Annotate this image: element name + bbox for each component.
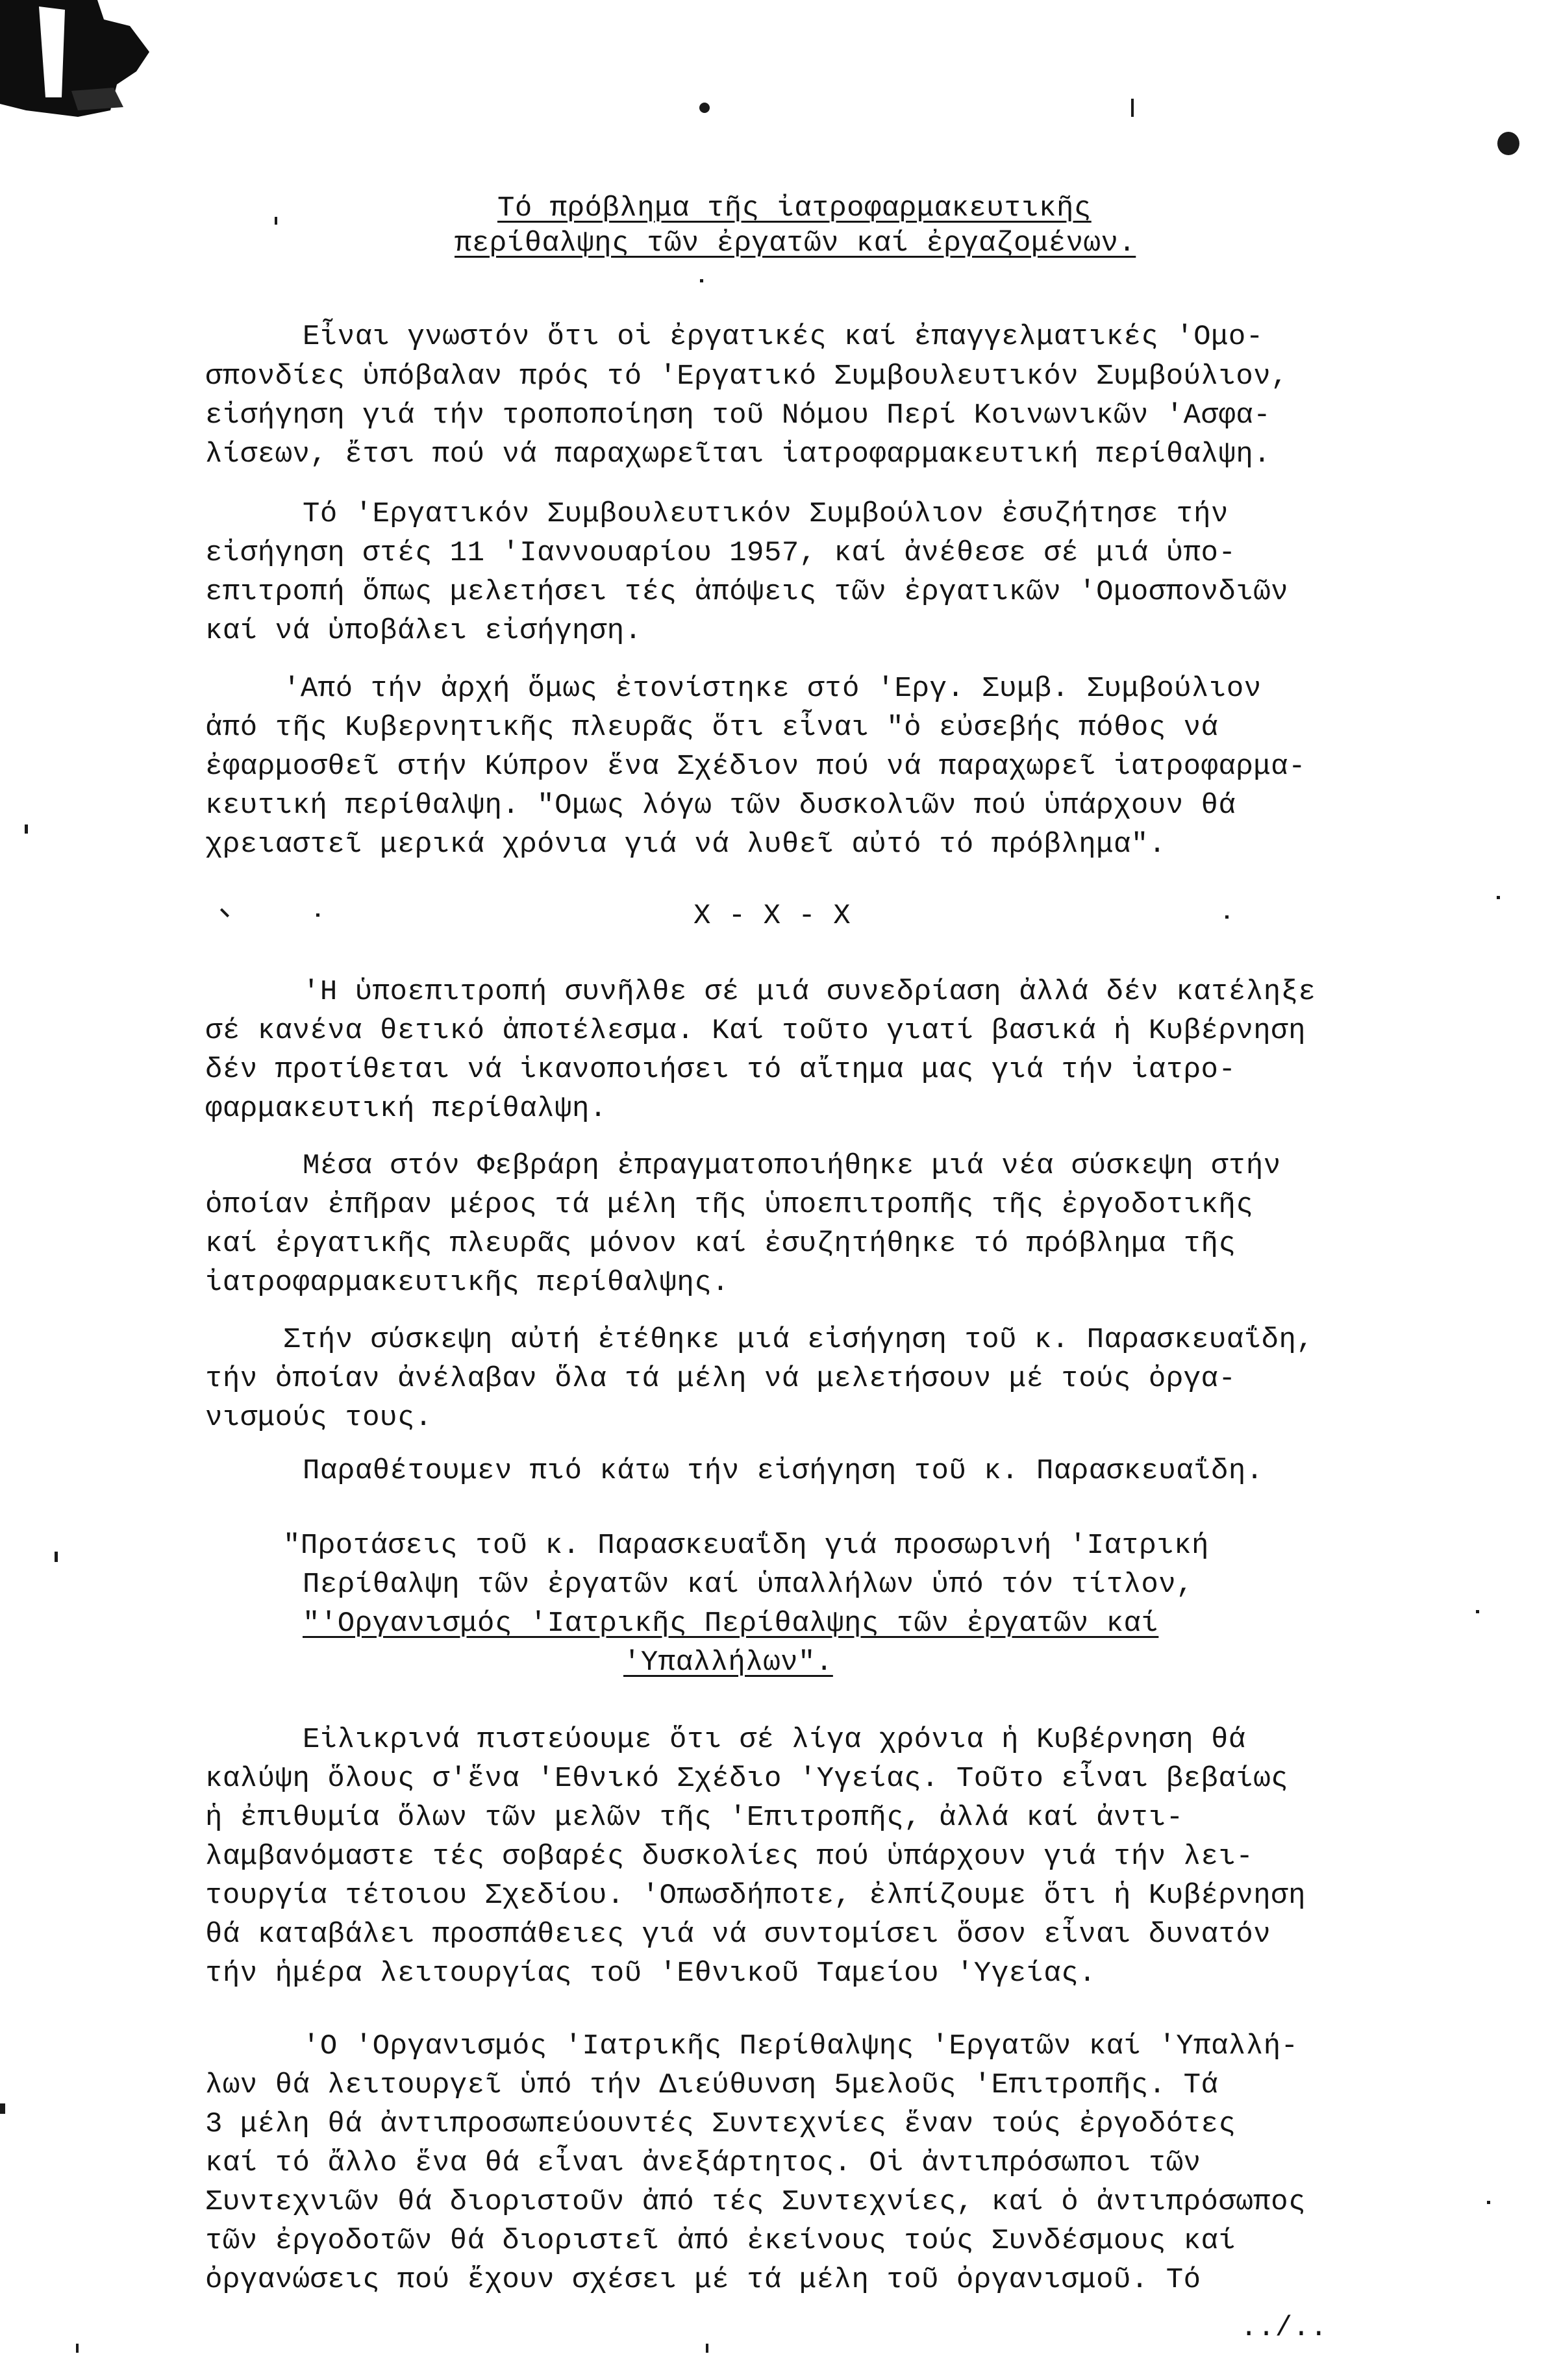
paragraph-2-line-2: εἰσήγηση στές 11 'Ιαννουαρίου 1957, καί ἀνέθεσε σέ μιά ὑπο- [205,537,1236,569]
quote-heading-line-2: Περίθαλψη τῶν ἐργατῶν καί ὑπαλλήλων ὑπό τόν τίτλον, [303,1568,1194,1601]
paragraph-4-line-2: σέ κανένα θετικό ἀποτέλεσμα. Καί τοῦτο γιατί βασικά ἡ Κυβέρνηση [205,1015,1306,1047]
paragraph-9-line-5: Συντεχνιῶν θά διοριστοῦν ἀπό τές Συντεχνίες, καί ὁ ἀντιπρόσωπος [205,2186,1306,2218]
paragraph-1-line-2: σπονδίες ὑπόβαλαν πρός τό 'Εργατικό Συμβουλευτικόν Συμβούλιον, [205,360,1289,393]
paragraph-5-line-4: ἰατροφαρμακευτικῆς περίθαλψης. [205,1267,730,1299]
paragraph-5-line-3: καί ἐργατικῆς πλευρᾶς μόνον καί ἐσυζητήθηκε τό πρόβλημα τῆς [205,1228,1236,1260]
paragraph-1-line-1: Εἶναι γνωστόν ὅτι οἱ ἐργατικές καί ἐπαγγελματικές 'Ομο- [303,321,1264,353]
paragraph-9-line-3: 3 μέλη θά ἀντιπροσωπεύουντές Συντεχνίες ἕναν τούς ἐργοδότες [205,2108,1236,2140]
paragraph-3-line-5: χρειαστεῖ μερικά χρόνια γιά νά λυθεῖ αὐτό τό πρόβλημα". [205,828,1166,861]
paragraph-9-line-6: τῶν ἐργοδοτῶν θά διοριστεῖ ἀπό ἐκείνους τούς Συνδέσμους καί [205,2225,1236,2257]
paragraph-6-line-2: τήν ὁποίαν ἀνέλαβαν ὅλα τά μέλη νά μελετήσουν μέ τούς ὀργα- [205,1363,1236,1395]
paragraph-2-line-3: επιτροπή ὅπως μελετήσει τές ἀπόψεις τῶν ἐργατικῶν 'Ομοσπονδιῶν [205,576,1289,608]
paragraph-9-line-2: λων θά λειτουργεῖ ὑπό τήν Διεύθυνση 5μελοῦς 'Επιτροπῆς. Τά [205,2069,1219,2101]
section-separator: X - X - X [693,900,851,932]
paragraph-2-line-1: Τό 'Εργατικόν Συμβουλευτικόν Συμβούλιον ἐσυζήτησε τήν [303,498,1229,530]
paragraph-3-line-3: ἐφαρμοσθεῖ στήν Κύπρον ἕνα Σχέδιον πού νά παραχωρεῖ ἰατροφαρμα- [205,750,1306,783]
quote-heading-line-3: "'Οργανισμός 'Ιατρικῆς Περίθαλψης τῶν ἐργατῶν καί [303,1607,1159,1640]
paragraph-8-line-5: τουργία τέτοιου Σχεδίου. 'Οπωσδήποτε, ἐλπίζουμε ὅτι ἡ Κυβέρνηση [205,1879,1306,1912]
paragraph-8-line-2: καλύψη ὅλους σ'ἕνα 'Εθνικό Σχέδιο 'Υγείας. Τοῦτο εἶναι βεβαίως [205,1763,1289,1795]
paragraph-8-line-6: θά καταβάλει προσπάθειες γιά νά συντομίσει ὅσον εἶναι δυνατόν [205,1918,1271,1951]
paragraph-1-line-4: λίσεων, ἔτσι πού νά παραχωρεῖται ἰατροφαρμακευτική περίθαλψη. [205,438,1271,471]
quote-heading-line-4: 'Υπαλλήλων". [623,1646,833,1679]
paragraph-9-line-4: καί τό ἄλλο ἕνα θά εἶναι ἀνεξάρτητος. Οἱ ἀντιπρόσωποι τῶν [205,2147,1201,2179]
document-title-line-2: περίθαλψης τῶν ἐργατῶν καί ἐργαζομένων. [455,227,1136,260]
paragraph-3-line-2: ἀπό τῆς Κυβερνητικῆς πλευρᾶς ὅτι εἶναι "ὁ εὐσεβής πόθος νά [205,712,1219,744]
paragraph-3-line-4: κευτική περίθαλψη. "Ομως λόγω τῶν δυσκολιῶν πού ὑπάρχουν θά [205,789,1236,822]
paragraph-5-line-2: ὁποίαν ἐπῆραν μέρος τά μέλη τῆς ὑποεπιτροπῆς τῆς ἐργοδοτικῆς [205,1189,1254,1221]
paragraph-9-line-7: ὀργανώσεις πού ἔχουν σχέσει μέ τά μέλη τοῦ ὀργανισμοῦ. Τό [205,2264,1201,2296]
paragraph-8-line-7: τήν ἡμέρα λειτουργίας τοῦ 'Εθνικοῦ Ταμείου 'Υγείας. [205,1957,1097,1990]
page-continuation-marker: ../.. [1240,2312,1328,2344]
paragraph-5-line-1: Μέσα στόν Φεβράρη ἐπραγματοποιήθηκε μιά νέα σύσκεψη στήν [303,1150,1281,1182]
paragraph-8-line-4: λαμβανόμαστε τές σοβαρές δυσκολίες πού ὑπάρχουν γιά τήν λει- [205,1841,1254,1873]
paragraph-2-line-4: καί νά ὑποβάλει εἰσήγηση. [205,615,642,647]
paragraph-4-line-4: φαρμακευτική περίθαλψη. [205,1093,607,1125]
paragraph-4-line-3: δέν προτίθεται νά ἱκανοποιήσει τό αἴτημα μας γιά τήν ἰατρο- [205,1054,1236,1086]
paragraph-6-line-3: νισμούς τους. [205,1402,432,1434]
paragraph-4-line-1: 'Η ὑποεπιτροπή συνῆλθε σέ μιά συνεδρίαση ἀλλά δέν κατέληξε [303,976,1316,1008]
paragraph-3-line-1: 'Από τήν ἀρχή ὅμως ἐτονίστηκε στό 'Εργ. Συμβ. Συμβούλιον [283,673,1262,705]
paragraph-7-line-1: Παραθέτουμεν πιό κάτω τήν εἰσήγηση τοῦ κ. Παρασκευαΐδη. [303,1455,1264,1487]
paragraph-9-line-1: 'Ο 'Οργανισμός 'Ιατρικῆς Περίθαλψης 'Εργατῶν καί 'Υπαλλή- [303,2030,1299,2063]
paragraph-6-line-1: Στήν σύσκεψη αὐτή ἐτέθηκε μιά εἰσήγηση τοῦ κ. Παρασκευαΐδη, [283,1324,1314,1356]
paragraph-1-line-3: εἰσήγηση γιά τήν τροποποίηση τοῦ Νόμου Περί Κοινωνικῶν 'Ασφα- [205,399,1271,432]
document-title-line-1: Τό πρόβλημα τῆς ἰατροφαρμακευτικῆς [497,192,1092,225]
paragraph-8-line-3: ἡ ἐπιθυμία ὅλων τῶν μελῶν τῆς 'Επιτροπῆς, ἀλλά καί ἀντι- [205,1802,1184,1834]
paragraph-8-line-1: Εἰλικρινά πιστεύουμε ὅτι σέ λίγα χρόνια ἡ Κυβέρνηση θά [303,1724,1246,1756]
quote-heading-line-1: "Προτάσεις τοῦ κ. Παρασκευαΐδη γιά προσωρινή 'Ιατρική [283,1530,1209,1562]
binder-clip-mark [0,0,149,123]
